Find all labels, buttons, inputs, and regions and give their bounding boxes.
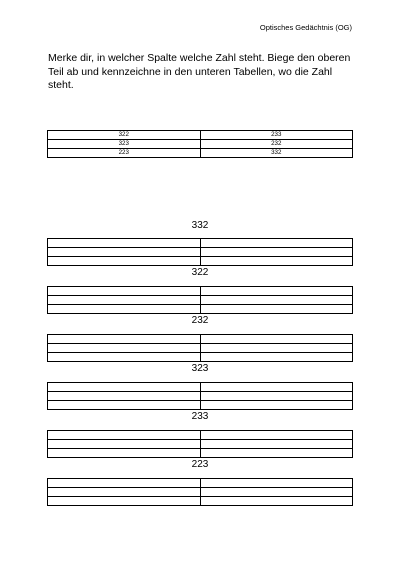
answer-cell[interactable] [200,488,353,497]
exercise-number: 332 [191,220,209,231]
table-row [48,335,353,344]
answer-table [47,382,353,410]
answer-cell[interactable] [48,287,201,296]
answer-cell[interactable] [200,257,353,266]
answer-table [47,286,353,314]
table-row [48,344,353,353]
table-row [48,392,353,401]
answer-cell[interactable] [200,248,353,257]
table-row [48,131,353,140]
table-row [48,248,353,257]
table-row [48,383,353,392]
table-row [48,431,353,440]
answer-cell[interactable] [48,296,201,305]
table-cell: 233 [200,131,353,140]
answer-cell[interactable] [48,449,201,458]
answer-table [47,430,353,458]
exercise-number: 323 [191,363,209,374]
answer-cell[interactable] [48,479,201,488]
answer-cell[interactable] [200,335,353,344]
answer-cell[interactable] [200,392,353,401]
table-cell: 232 [200,140,353,149]
answer-table [47,334,353,362]
answer-cell[interactable] [48,353,201,362]
table-row [48,440,353,449]
table-row [48,257,353,266]
table-row [48,287,353,296]
answer-cell[interactable] [200,296,353,305]
table-row [48,239,353,248]
answer-cell[interactable] [200,401,353,410]
answer-cell[interactable] [48,305,201,314]
answer-cell[interactable] [200,479,353,488]
answer-cell[interactable] [48,392,201,401]
answer-cell[interactable] [200,287,353,296]
table-row [48,305,353,314]
answer-cell[interactable] [48,248,201,257]
table-row [48,296,353,305]
table-cell: 332 [200,149,353,158]
answer-cell[interactable] [200,497,353,506]
answer-table [47,478,353,506]
page-header-title: Optisches Gedächtnis (OG) [259,23,352,32]
table-row [48,149,353,158]
table-row [48,488,353,497]
answer-cell[interactable] [48,239,201,248]
answer-table [47,238,353,266]
answer-cell[interactable] [200,440,353,449]
table-row [48,497,353,506]
table-cell: 322 [48,131,201,140]
exercise-number: 232 [191,315,209,326]
answer-cell[interactable] [48,257,201,266]
answer-cell[interactable] [48,488,201,497]
answer-cell[interactable] [48,440,201,449]
answer-cell[interactable] [48,497,201,506]
table-row [48,401,353,410]
answer-cell[interactable] [48,335,201,344]
instruction-text: Merke dir, in welcher Spalte welche Zahl steht. Biege den oberen Teil ab und kennzeichne in den unteren Tabellen, wo die Zahl steht. [48,52,351,91]
answer-cell[interactable] [200,431,353,440]
table-cell: 323 [48,140,201,149]
reference-table [47,130,353,158]
answer-cell[interactable] [48,383,201,392]
answer-cell[interactable] [48,401,201,410]
answer-cell[interactable] [48,431,201,440]
exercise-number: 233 [191,411,209,422]
answer-cell[interactable] [200,305,353,314]
exercise-number: 223 [191,459,209,470]
table-row [48,353,353,362]
answer-cell[interactable] [200,344,353,353]
answer-cell[interactable] [48,344,201,353]
table-row [48,479,353,488]
table-row [48,140,353,149]
table-cell: 223 [48,149,201,158]
answer-cell[interactable] [200,239,353,248]
answer-cell[interactable] [200,449,353,458]
exercise-number: 322 [191,267,209,278]
answer-cell[interactable] [200,383,353,392]
answer-cell[interactable] [200,353,353,362]
table-row [48,449,353,458]
